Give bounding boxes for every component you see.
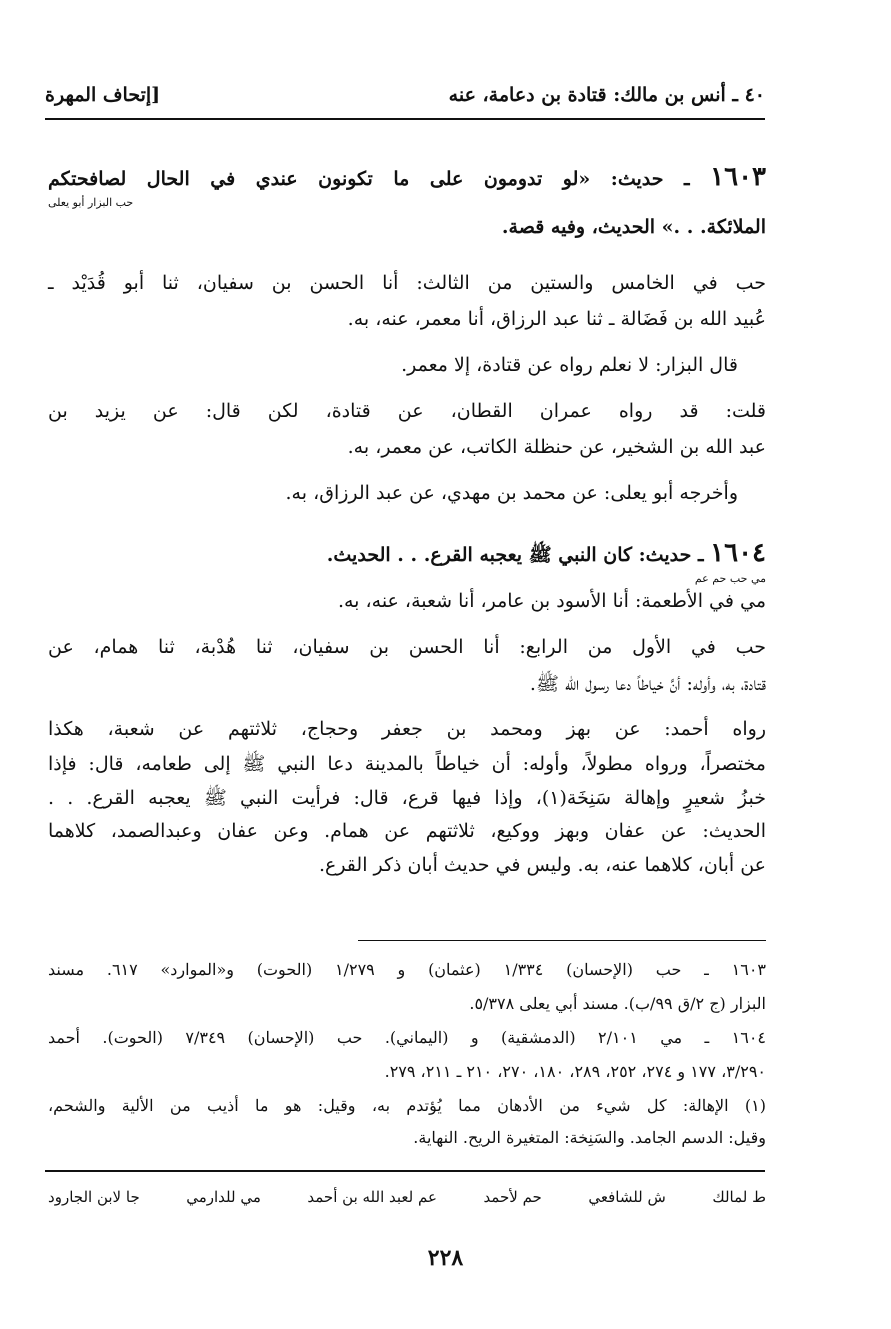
running-title: ٤٠ ـ أنس بن مالك: قتادة بن دعامة، عنه <box>448 84 765 106</box>
footnote-line: (١) الإهالة: كل شيء من الأدهان مما يُؤتدم به، وقيل: هو ما أذيب من الألية والشحم، <box>48 1096 766 1115</box>
entry-number: ١٦٠٣ <box>710 162 766 192</box>
abbreviation-item: جا لابن الجارود <box>48 1188 140 1206</box>
entry-number: ١٦٠٤ <box>710 538 766 568</box>
header-rule <box>45 118 765 120</box>
entry-1604-heading <box>327 538 766 571</box>
footnote-line: ١٦٠٣ ـ حب (الإحسان) ١/٣٣٤ (عثمان) و ١/٢٧٩ (الحوت) و«الموارد» ٦١٧. مسند <box>48 960 767 979</box>
sources-note: حب البزار أبو يعلى <box>48 196 134 209</box>
isnad-line: حب في الخامس والستين من الثالث: أنا الحسن بن سفيان، ثنا أبو قُدَيْد ـ <box>48 272 766 294</box>
abbreviation-item: حم لأحمد <box>483 1188 542 1206</box>
commentary-line: الحديث: عن عفان وبهز ووكيع، ثلاثتهم عن همام. وعن عفان وعبدالصمد، كلاهما <box>48 820 766 842</box>
page-header <box>45 78 765 114</box>
commentary-line: قلت: قد رواه عمران القطان، عن قتادة، لكن قال: عن يزيد بن <box>48 400 766 422</box>
abbreviation-item: ش للشافعي <box>588 1188 666 1206</box>
page-number: ٢٢٨ <box>427 1245 464 1271</box>
commentary-line: مختصراً، ورواه مطولاً، وأوله: أن خياطاً بالمدينة دعا النبي ﷺ إلى طعامه، قال: فإذا <box>48 753 766 775</box>
isnad-line: حب في الأول من الرابع: أنا الحسن بن سفيان، ثنا هُدْبة، ثنا همام، عن <box>48 636 766 658</box>
commentary-line: رواه أحمد: عن بهز ومحمد بن جعفر وحجاج، ثلاثتهم عن شعبة، هكذا <box>48 718 766 740</box>
hadith-text-continued: الملائكة. . .» الحديث، وفيه قصة. <box>501 216 766 238</box>
commentary-line: خبزُ شعيرٍ وإهالة سَنِخَة(١)، وإذا فيها قرع، قال: فرأيت النبي ﷺ يعجبه القرع. . . <box>48 787 766 809</box>
abbreviations-rule <box>45 1170 765 1172</box>
abbreviation-item: ط لمالك <box>712 1188 766 1206</box>
footnote-separator <box>358 940 766 941</box>
book-title: [إتحاف المهرة <box>45 84 161 106</box>
isnad-line: مي في الأطعمة: أنا الأسود بن عامر، أنا شعبة، عنه، به. <box>337 590 766 612</box>
commentary-line: عن أبان، كلاهما عنه، به. وليس في حديث أبان ذكر القرع. <box>318 854 766 876</box>
commentary-line: عبد الله بن الشخير، عن حنظلة الكاتب، عن معمر، به. <box>347 436 766 458</box>
isnad-line: قتادة، به، وأوله: أنَّ خياطاً دعا رسول الله ﷺ. <box>529 673 766 695</box>
isnad-line: عُبيد الله بن فَضَالة ـ ثنا عبد الرزاق، أنا معمر، عنه، به. <box>347 308 766 330</box>
footnote-line: ٣/٢٩٠، ١٧٧ و ٢٧٤، ٢٥٢، ٢٨٩، ١٨٠، ٢٧٠، ٢١٠ ـ ٢١١، ٢٧٩. <box>384 1062 766 1081</box>
entry-1603-heading <box>48 162 766 192</box>
abbreviation-item: عم لعبد الله بن أحمد <box>307 1188 437 1206</box>
commentary-line: وأخرجه أبو يعلى: عن محمد بن مهدي، عن عبد الرزاق، به. <box>285 482 738 504</box>
footnote-line: وقيل: الدسم الجامد. والسَنِخة: المتغيرة الريح. النهاية. <box>413 1128 766 1147</box>
sources-note: مي حب حم عم <box>694 572 766 585</box>
commentary-line: قال البزار: لا نعلم رواه عن قتادة، إلا معمر. <box>401 354 738 376</box>
abbreviations-key <box>48 1188 766 1218</box>
hadith-text: ـ حديث: «لو تدومون على ما تكونون عندي في الحال لصافحتكم <box>48 168 690 190</box>
footnote-line: ١٦٠٤ ـ مي ٢/١٠١ (الدمشقية) و (اليماني). حب (الإحسان) ٧/٣٤٩ (الحوت). أحمد <box>48 1028 767 1047</box>
footnote-line: البزار (ج ٢/ق ٩٩/ب). مسند أبي يعلى ٥/٣٧٨. <box>469 994 766 1013</box>
abbreviation-item: مي للدارمي <box>186 1188 261 1206</box>
hadith-text: ـ حديث: كان النبي ﷺ يعجبه القرع. . . الحديث. <box>326 544 704 566</box>
